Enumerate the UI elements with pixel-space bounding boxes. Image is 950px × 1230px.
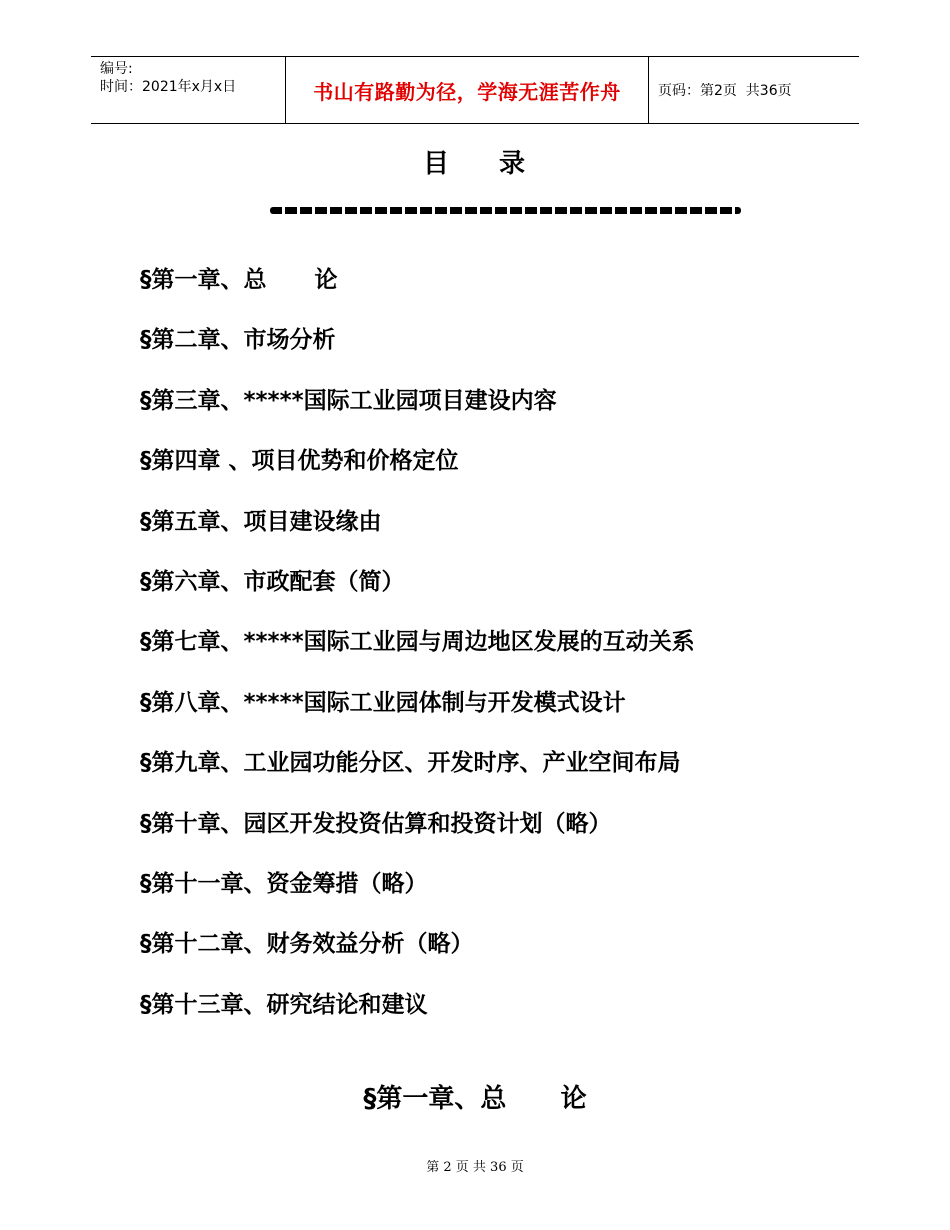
toc-item[interactable]: §第四章 、项目优势和价格定位 (140, 448, 459, 475)
header-motto: 书山有路勤为径，学海无涯苦作舟 (313, 79, 621, 104)
toc-item[interactable]: §第十章、园区开发投资估算和投资计划（略） (140, 810, 612, 837)
header-page-info: 页码：第2页 共36页 (658, 83, 792, 99)
toc-item[interactable]: §第十一章、资金筹措（略） (140, 870, 428, 897)
document-time: 时间：2021年x月x日 (100, 79, 237, 95)
toc-item[interactable]: §第六章、市政配套（简） (140, 568, 405, 595)
toc-item[interactable]: §第八章、*****国际工业园体制与开发模式设计 (140, 689, 626, 716)
toc-item[interactable]: §第三章、*****国际工业园项目建设内容 (140, 387, 557, 414)
document-number-label: 编号: (100, 61, 133, 77)
toc-title-left: 目 (422, 149, 451, 179)
toc-title-right: 录 (499, 149, 528, 179)
toc-item[interactable]: §第十三章、研究结论和建议 (140, 991, 428, 1018)
page-footer: 第 2 页 共 36 页 (426, 1160, 524, 1175)
toc-list (140, 262, 695, 1047)
dashed-divider (270, 207, 741, 214)
chapter-heading: §第一章、总 论 (363, 1084, 587, 1114)
toc-item[interactable]: §第九章、工业园功能分区、开发时序、产业空间布局 (140, 750, 681, 777)
header-page-info-cell (649, 57, 859, 123)
toc-item[interactable]: §第十二章、财务效益分析（略） (140, 931, 474, 958)
header-meta (91, 57, 286, 123)
toc-item[interactable]: §第七章、*****国际工业园与周边地区发展的互动关系 (140, 629, 695, 656)
toc-item[interactable]: §第五章、项目建设缘由 (140, 508, 382, 535)
toc-item[interactable]: §第二章、市场分析 (140, 327, 336, 354)
toc-title (0, 143, 950, 180)
toc-item[interactable]: §第一章、总 论 (140, 267, 338, 293)
page-header (91, 56, 859, 124)
header-motto-cell (286, 57, 649, 123)
